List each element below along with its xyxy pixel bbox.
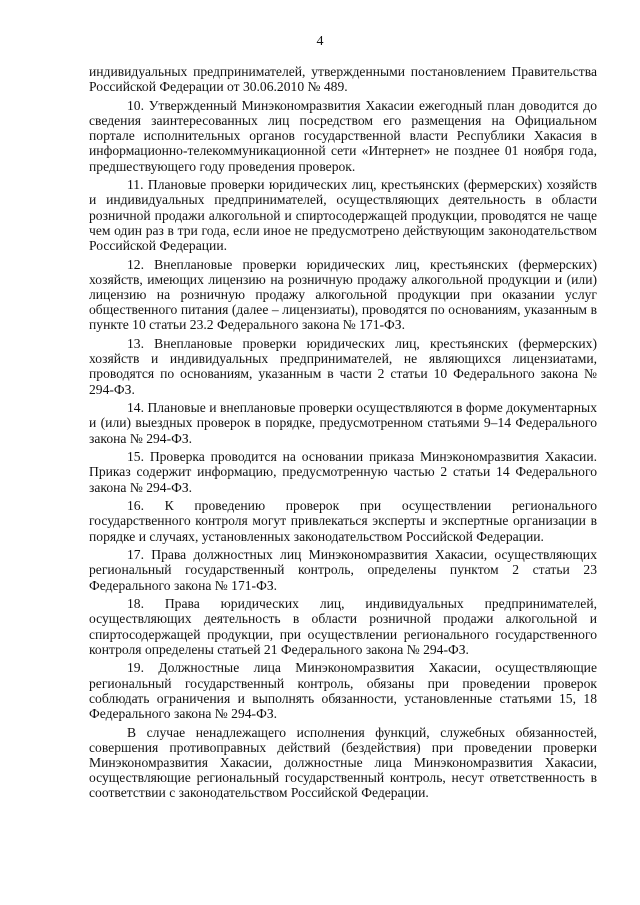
paragraph-19: 19. Должностные лица Минэкономразвития Хакасии, осуществляющие региональный государственный контроль, обязаны при проведении проверок соблюдать ограничения и выполнять обязанности, установленные статьями 15, 18 Федерального закона № 294-ФЗ. (89, 660, 597, 722)
page-number: 4 (316, 34, 324, 49)
paragraph-16: 16. К проведению проверок при осуществлении регионального государственного контроля могут привлекаться эксперты и экспертные организации в порядке и случаях, установленных законодательством Российской Федерации. (89, 498, 597, 544)
paragraph-11: 11. Плановые проверки юридических лиц, крестьянских (фермерских) хозяйств и индивидуальных предпринимателей, осуществляющих деятельность в области розничной продажи алкогольной и спиртосодержащей продукции, проводятся не чаще чем один раз в три года, если иное не предусмотрено действующим законодательством Российской Федерации. (89, 177, 597, 254)
paragraph-18: 18. Права юридических лиц, индивидуальных предпринимателей, осуществляющих деятельность в области розничной продажи алкогольной и спиртосодержащей продукции, при осуществлении регионального государственного контроля определены статьей 21 Федерального закона № 294-ФЗ. (89, 596, 597, 657)
paragraph-10: 10. Утвержденный Минэкономразвития Хакасии ежегодный план доводится до сведения заинтересованных лиц посредством его размещения на Официальном портале исполнительных органов государственной власти Республики Хакасия в информационно-телекоммуникационной сети «Интернет» не позднее 01 ноября года, предшествующего году проведения проверок. (89, 97, 597, 174)
paragraph-15: 15. Проверка проводится на основании приказа Минэкономразвития Хакасии. Приказ содержит информацию, предусмотренную частью 2 статьи 14 Федерального закона № 294-ФЗ. (89, 449, 597, 495)
paragraph-12: 12. Внеплановые проверки юридических лиц, крестьянских (фермерских) хозяйств, имеющих лицензию на розничную продажу алкогольной продукции и (или) лицензию на розничную продажу алкогольной продукции при оказании услуг общественного питания (далее – лицензиаты), проводятся по основаниям, указанным в пункте 10 статьи 23.2 Федерального закона № 171-ФЗ. (89, 256, 597, 333)
document-body (89, 64, 597, 804)
paragraph-liability: В случае ненадлежащего исполнения функций, служебных обязанностей, совершения противоправных действий (бездействия) при проведении проверки Минэкономразвития Хакасии, должностные лица Минэкономразвития Хакасии, осуществляющие региональный государственный контроль, несут ответственность в соответствии с законодательством Российской Федерации. (89, 724, 597, 801)
paragraph-14: 14. Плановые и внеплановые проверки осуществляются в форме документарных и (или) выездных проверок в порядке, предусмотренном статьями 9–14 Федерального закона № 294-ФЗ. (89, 400, 597, 446)
paragraph-17: 17. Права должностных лиц Минэкономразвития Хакасии, осуществляющих региональный государственный контроль, определены пунктом 2 статьи 23 Федерального закона № 171-ФЗ. (89, 547, 597, 593)
paragraph-13: 13. Внеплановые проверки юридических лиц, крестьянских (фермерских) хозяйств и индивидуальных предпринимателей, не являющихся лицензиатами, проводятся по основаниям, указанным в части 2 статьи 10 Федерального закона № 294-ФЗ. (89, 336, 597, 397)
paragraph-continuation: индивидуальных предпринимателей, утвержденными постановлением Правительства Российской Федерации от 30.06.2010 № 489. (89, 64, 597, 95)
